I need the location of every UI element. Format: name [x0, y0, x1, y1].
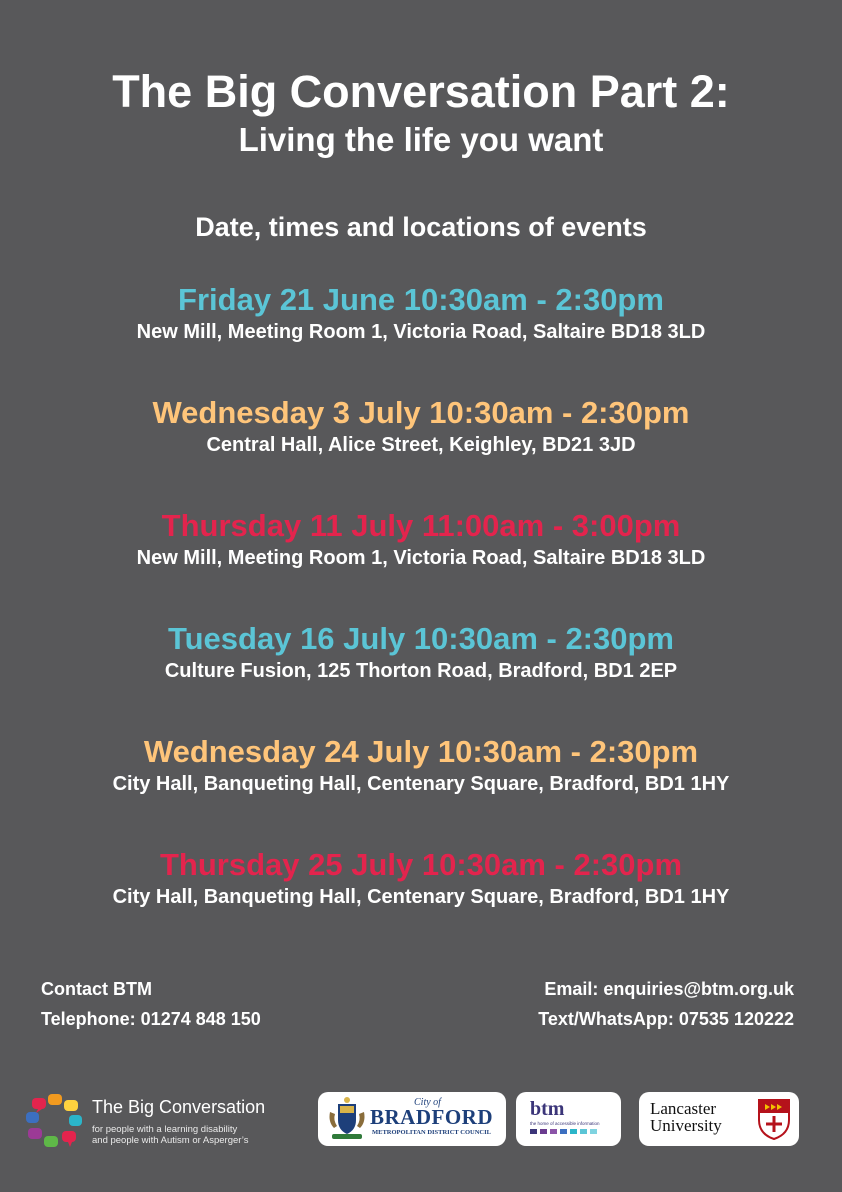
event-location: Central Hall, Alice Street, Keighley, BD21 3JD — [206, 434, 636, 456]
event-item — [0, 620, 842, 684]
email-address[interactable]: Email: enquiries@btm.org.uk — [544, 979, 794, 999]
event-date: Tuesday 16 July 10:30am - 2:30pm — [167, 621, 674, 656]
speech-bubbles-logo-icon — [24, 1092, 84, 1152]
event-location: City Hall, Banqueting Hall, Centenary Square, Bradford, BD1 1HY — [112, 773, 730, 795]
poster-subtitle: Living the life you want — [238, 121, 604, 158]
btm-logo — [516, 1092, 621, 1146]
btm-squares — [530, 1129, 597, 1134]
btm-wordmark: btm — [530, 1098, 565, 1120]
event-location: Culture Fusion, 125 Thorton Road, Bradford, BD1 2EP — [164, 660, 678, 682]
event-item — [0, 507, 842, 571]
contact-block — [41, 974, 261, 1034]
bradford-city-of: City of — [414, 1097, 441, 1108]
lancaster-name — [650, 1100, 722, 1134]
tagline-line-2: and people with Autism or Asperger’s — [92, 1135, 249, 1146]
event-date: Wednesday 3 July 10:30am - 2:30pm — [152, 395, 690, 430]
lancaster-university-logo — [639, 1092, 799, 1146]
event-item — [0, 281, 842, 345]
event-location: City Hall, Banqueting Hall, Centenary Square, Bradford, BD1 1HY — [112, 886, 730, 908]
event-item — [0, 394, 842, 458]
events-heading: Date, times and locations of events — [195, 212, 647, 242]
btm-tagline: the home of accessible information — [530, 1121, 600, 1126]
event-item — [0, 733, 842, 797]
tagline-line-1: for people with a learning disability — [92, 1124, 238, 1135]
event-date: Thursday 25 July 10:30am - 2:30pm — [159, 847, 683, 882]
bradford-council-text: METROPOLITAN DISTRICT COUNCIL — [372, 1129, 491, 1136]
contact-details — [538, 974, 794, 1034]
telephone-number[interactable]: Telephone: 01274 848 150 — [41, 1009, 261, 1029]
bradford-crest-icon — [324, 1096, 370, 1142]
event-date: Friday 21 June 10:30am - 2:30pm — [178, 282, 664, 317]
big-conversation-tagline — [92, 1124, 249, 1146]
event-location: New Mill, Meeting Room 1, Victoria Road, Saltaire BD18 3LD — [136, 321, 706, 343]
contact-label: Contact BTM — [41, 979, 152, 999]
big-conversation-logo — [24, 1092, 314, 1152]
lancaster-shield-icon — [757, 1098, 791, 1140]
whatsapp-number[interactable]: Text/WhatsApp: 07535 120222 — [538, 1009, 794, 1029]
event-item — [0, 846, 842, 910]
big-conversation-name: The Big Conversation — [92, 1097, 266, 1117]
lancaster-line-1: Lancaster — [650, 1099, 717, 1118]
event-date: Thursday 11 July 11:00am - 3:00pm — [161, 508, 681, 543]
event-date: Wednesday 24 July 10:30am - 2:30pm — [143, 734, 699, 769]
poster-title: The Big Conversation Part 2: — [112, 66, 730, 117]
bradford-council-logo — [318, 1092, 506, 1146]
lancaster-line-2: University — [650, 1116, 722, 1135]
event-location: New Mill, Meeting Room 1, Victoria Road, Saltaire BD18 3LD — [136, 547, 706, 569]
bradford-name: BRADFORD — [370, 1105, 493, 1129]
